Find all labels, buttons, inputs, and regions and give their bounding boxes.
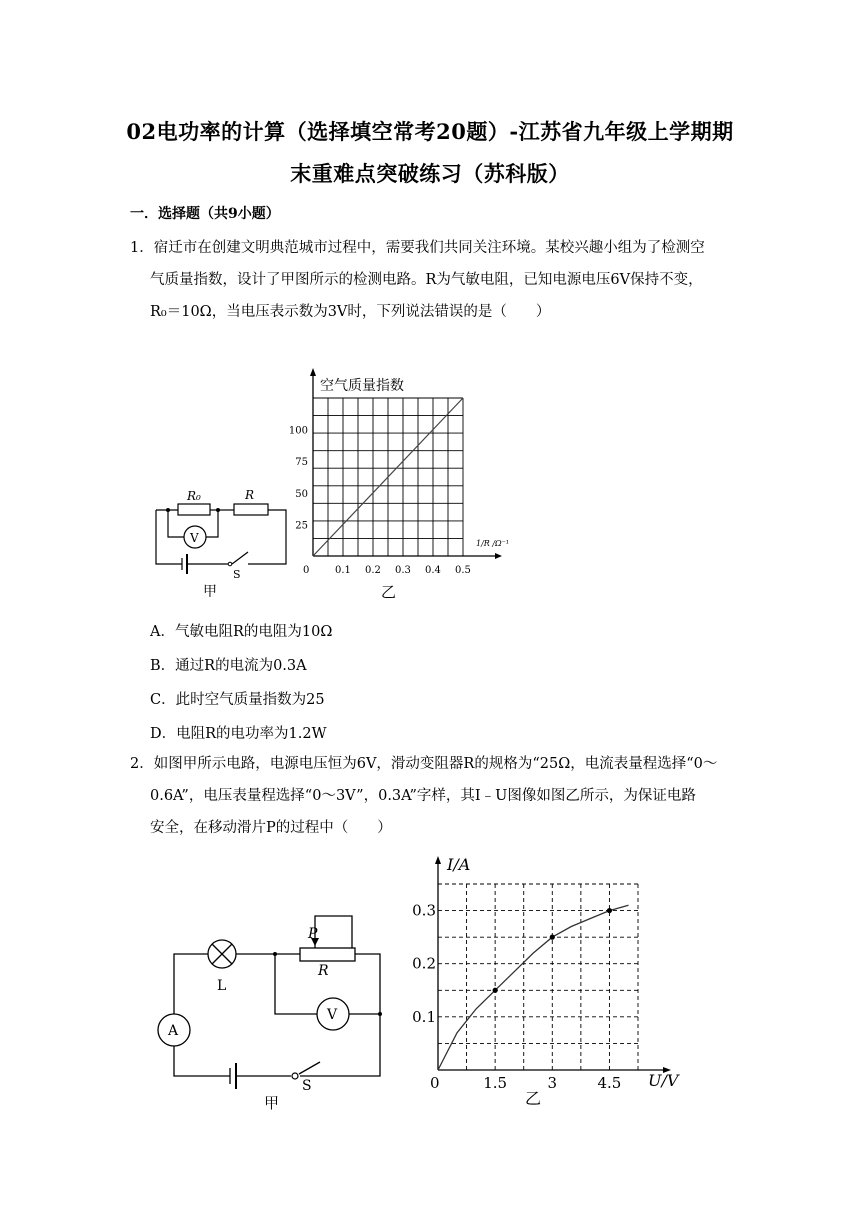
q2-circuit-caption: 甲 [264, 1094, 280, 1112]
q1-chart-title: 空气质量指数 [320, 378, 404, 394]
q2-chart-caption: 乙 [525, 1089, 542, 1108]
q1-option-d: D．电阻R的电功率为1.2W [150, 726, 327, 742]
q2-y-tick-label: 0.1 [412, 1007, 436, 1026]
q1-x-tick-label: 0 [303, 565, 310, 576]
q1-y-tick-label: 50 [295, 488, 308, 500]
q1-x-axis-label: 1/R /Ω⁻¹ [476, 539, 510, 548]
q2-x-tick-label: 4.5 [597, 1074, 622, 1092]
q2-x-axis-label: U/V [648, 1071, 679, 1090]
q1-x-tick-label: 0.4 [425, 565, 441, 576]
q1-switch-label: S [233, 568, 241, 581]
page-title-line1: 02电功率的计算（选择填空常考20题）-江苏省九年级上学期期 [126, 119, 734, 144]
q1-option-c: C．此时空气质量指数为25 [150, 692, 325, 708]
q2-line2: 0.6A”，电压表量程选择“0～3V”，0.3A”字样，其I﹣U图像如图乙所示，为保证电路 [150, 788, 696, 804]
q2-data-point [493, 988, 498, 993]
q1-chart-caption: 乙 [381, 583, 397, 601]
q2-r-label: R [318, 963, 329, 979]
q1-voltmeter-label: V [190, 531, 199, 545]
q2-y-axis-label: I/A [447, 855, 471, 874]
question-1 [130, 232, 740, 328]
q1-x-tick-label: 0.2 [365, 565, 381, 576]
q2-p-label: P [308, 926, 318, 942]
q1-x-tick-label: 0.5 [455, 565, 471, 576]
q2-x-tick-label: 1.5 [483, 1074, 508, 1092]
q2-y-tick-label: 0.3 [412, 901, 436, 920]
q1-option-b: B．通过R的电流为0.3A [150, 658, 307, 674]
q2-y-tick-label: 0.2 [412, 954, 436, 973]
q1-x-tick-label: 0.3 [395, 565, 411, 576]
q2-voltmeter-label: V [327, 1007, 338, 1023]
q2-x-tick-label: 3 [547, 1074, 558, 1092]
q1-air-quality-chart [280, 368, 510, 604]
section-heading: 一．选择题（共9小题） [130, 206, 280, 222]
q1-line2: 气质量指数，设计了甲图所示的检测电路。R为气敏电阻，已知电源电压6V保持不变， [150, 272, 703, 288]
q2-x-tick-label: 0 [430, 1074, 440, 1092]
q1-line3: R₀＝10Ω，当电压表示数为3V时，下列说法错误的是（ ） [150, 304, 551, 320]
q1-circuit-caption: 甲 [203, 584, 217, 597]
q2-iu-chart [405, 852, 690, 1110]
q1-line1: 1．宿迁市在创建文明典范城市过程中，需要我们共同关注环境。某校兴趣小组为了检测空 [130, 240, 705, 256]
q1-r-label: R [245, 488, 255, 502]
question-2 [130, 748, 740, 844]
q1-y-arrow [310, 368, 316, 376]
q1-y-tick-label: 25 [295, 520, 308, 532]
q2-switch-label: S [302, 1078, 312, 1094]
q2-y-arrow [435, 856, 441, 864]
q2-line1: 2．如图甲所示电路，电源电压恒为6V，滑动变阻器R的规格为“25Ω，电流表量程选择“0～ [130, 756, 718, 772]
q1-x-arrow [495, 553, 502, 559]
q2-circuit-diagram [150, 908, 400, 1118]
q2-data-point [550, 935, 555, 940]
q1-y-tick-label: 100 [288, 425, 308, 437]
q2-line3: 安全，在移动滑片P的过程中（ ） [150, 820, 392, 836]
page-title-line2: 末重难点突破练习（苏科版） [290, 161, 570, 186]
q2-lamp-label: L [217, 978, 227, 994]
q1-x-tick-label: 0.1 [335, 565, 351, 576]
q1-circuit-diagram [148, 482, 298, 597]
q2-ammeter-label: A [168, 1023, 179, 1039]
q2-data-point [607, 908, 612, 913]
q1-r0-label: R₀ [187, 489, 201, 503]
q1-option-a: A．气敏电阻R的电阻为10Ω [150, 624, 333, 640]
q1-y-tick-label: 75 [295, 457, 308, 469]
